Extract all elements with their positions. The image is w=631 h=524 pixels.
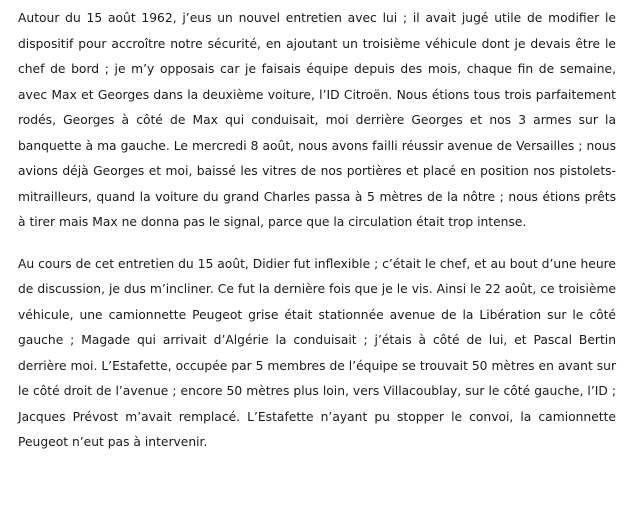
paragraph-2: Au cours de cet entretien du 15 août, Didier fut inflexible ; c’était le chef, et au bout d’une heure de discussion, je dus m’incliner. Ce fut la dernière fois que je le vis. Ainsi le 22 août, ce troisième véhicule, une camionnette Peugeot grise était stationnée avenue de la Libération sur le côté gauche ; Magade qui arrivait d’Algérie la conduisait ; j’étais à côté de lui, et Pascal Bertin derrière moi. L’Estafette, occupée par 5 membres de l’équipe se trouvait 50 mètres en avant sur le côté droit de l’avenue ; encore 50 mètres plus loin, vers Villacoublay, sur le côté gauche, l’ID ; Jacques Prévost m’avait remplacé. L’Estafette n’ayant pu stopper le convoi, la camionnette Peugeot n’eut pas à intervenir. xyxy=(18,256,616,449)
document-body xyxy=(18,6,616,456)
paragraph-1: Autour du 15 août 1962, j’eus un nouvel entretien avec lui ; il avait jugé utile de modifier le dispositif pour accroître notre sécurité, en ajoutant un troisième véhicule dont je devais être le chef de bord ; je m’y opposais car je faisais équipe depuis des mois, chaque fin de semaine, avec Max et Georges dans la deuxième voiture, l’ID Citroën. Nous étions tous trois parfaitement rodés, Georges à côté de Max qui conduisait, moi derrière Georges et nos 3 armes sur la banquette à ma gauche. Le mercredi 8 août, nous avons failli réussir avenue de Versailles ; nous avions déjà Georges et moi, baissé les vitres de nos portières et placé en position nos pistolets-mitrailleurs, quand la voiture du grand Charles passa à 5 mètres de la nôtre ; nous étions prêts à tirer mais Max ne donna pas le signal, parce que la circulation était trop intense. xyxy=(18,11,616,229)
